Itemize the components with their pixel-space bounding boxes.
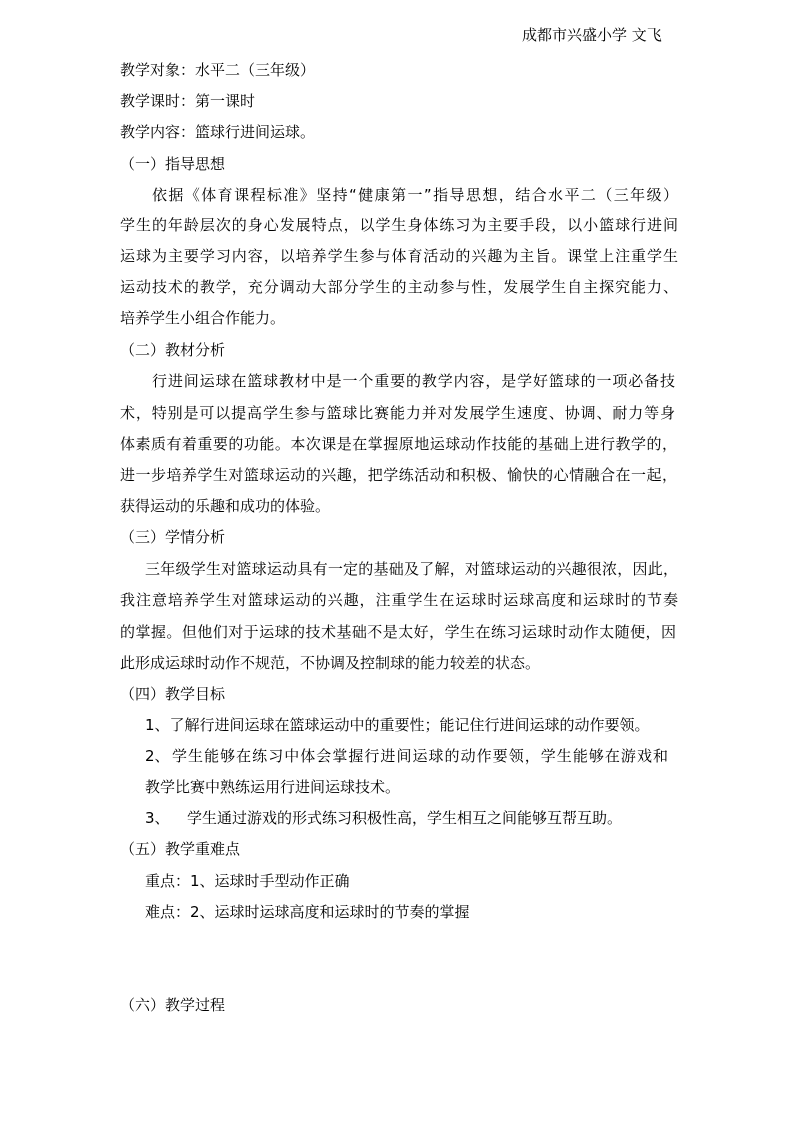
goal-item: 学生通过游戏的形式练习积极性高，学生相互之间能够互帮互助。: [187, 809, 623, 827]
section-heading: （三）学情分析: [120, 528, 226, 546]
key-point: 重点：1、运球时手型动作正确: [145, 872, 350, 890]
goal-item: 学生能够在练习中体会掌握行进间运球的动作要领，学生能够在游戏和: [172, 747, 668, 765]
goal-number: 2、: [145, 747, 170, 765]
paragraph-line: 术，特别是可以提高学生参与篮球比赛能力并对发展学生速度、协调、耐力等身: [120, 404, 675, 422]
meta-content: 教学内容：篮球行进间运球。: [120, 123, 316, 141]
section-heading: （一）指导思想: [120, 155, 226, 173]
paragraph-line: 学生的年龄层次的身心发展特点，以学生身体练习为主要手段，以小篮球行进间: [120, 216, 678, 234]
meta-object: 教学对象：水平二（三年级）: [120, 61, 316, 79]
section-heading: （二）教材分析: [120, 341, 226, 359]
paragraph-line: 我注意培养学生对篮球运动的兴趣，注重学生在运球时运球高度和运球时的节奏: [120, 591, 678, 609]
section-heading: （四）教学目标: [120, 685, 226, 703]
paragraph-line: 体素质有着重要的功能。本次课是在掌握原地运球动作技能的基础上进行教学的，: [120, 435, 677, 453]
paragraph-line: 培养学生小组合作能力。: [120, 309, 286, 327]
paragraph-line: 运球为主要学习内容，以培养学生参与体育活动的兴趣为主旨。课堂上注重学生: [120, 247, 678, 265]
section-heading: （五）教学重难点: [120, 840, 241, 858]
paragraph-line: 此形成运球时动作不规范，不协调及控制球的能力较差的状态。: [120, 654, 541, 672]
goal-item: 1、了解行进间运球在篮球运动中的重要性；能记住行进间运球的动作要领。: [145, 716, 650, 734]
difficult-point: 难点：2、运球时运球高度和运球时的节奏的掌握: [145, 903, 470, 921]
paragraph-line: 三年级学生对篮球运动具有一定的基础及了解，对篮球运动的兴趣很浓，因此，: [145, 560, 678, 578]
meta-period: 教学课时：第一课时: [120, 92, 256, 110]
paragraph-line: 的掌握。但他们对于运球的技术基础不是太好，学生在练习运球时动作太随便，因: [120, 623, 676, 641]
paragraph-line: 进一步培养学生对篮球运动的兴趣，把学练活动和积极、愉快的心情融合在一起，: [120, 466, 677, 484]
paragraph-line: 获得运动的乐趣和成功的体验。: [120, 497, 331, 515]
goal-item: 教学比赛中熟练运用行进间运球技术。: [145, 778, 401, 796]
paragraph-line: 依据《体育课程标准》坚持“健康第一”指导思想，结合水平二（三年级）: [152, 186, 678, 204]
paragraph-line: 运动技术的教学，充分调动大部分学生的主动参与性，发展学生自主探究能力、: [120, 278, 678, 296]
page-header: 成都市兴盛小学 文飞: [522, 26, 662, 44]
section-heading: （六）教学过程: [120, 996, 226, 1014]
goal-number: 3、: [145, 809, 170, 827]
paragraph-line: 行进间运球在篮球教材中是一个重要的教学内容，是学好篮球的一项必备技: [152, 372, 675, 390]
